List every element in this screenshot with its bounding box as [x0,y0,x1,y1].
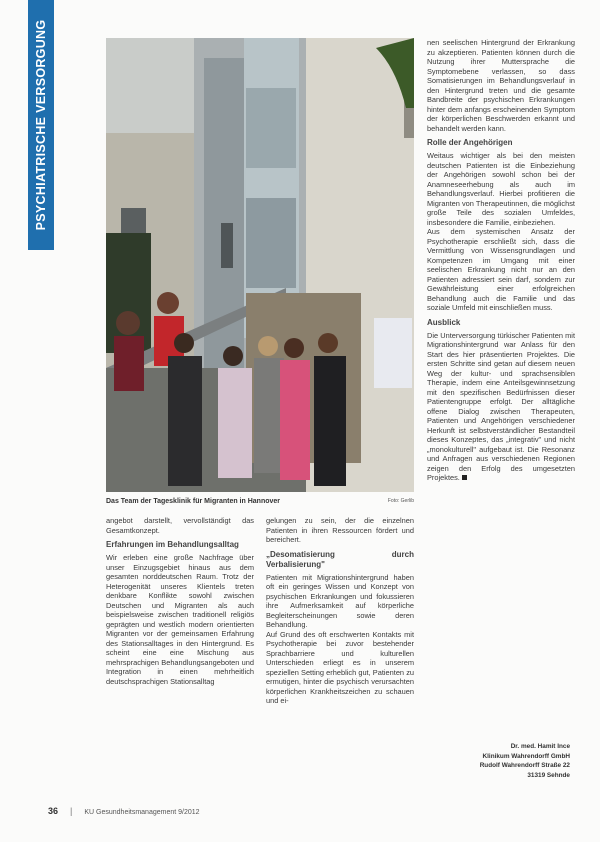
heading: Erfahrungen im Behandlungsalltag [106,540,239,549]
page-footer [48,806,200,816]
footer-divider: | [70,806,73,816]
end-mark-icon [462,475,467,480]
photo-credit: Foto: Gerlib [387,498,414,504]
heading: „Desomatisierung durch Verbalisierung" [266,549,414,569]
section-sidebar-label: PSYCHIATRISCHE VERSORGUNG [34,19,48,231]
author-org: Klinikum Wahrendorff GmbH [482,752,570,760]
paragraph: angebot darstellt, vervollständigt das Gesamtkonzept. [106,516,254,535]
heading: Ausblick [427,317,461,327]
paragraph: Wir erleben eine große Nachfrage über unser Einzugsgebiet hinaus aus dem gesamten norddeutschen Raum. Trotz der Heterogenität unseres Klientels treten denkbare Konflikte sowohl zwischen Deutschen und Migranten als auch beispielsweise zwischen traditionell religiös geprägten und westlich modern orientierten Migranten vor der gemeinsamen Erfahrung des Stationsalltages in den Hintergrund. Es scheint eine eine Mischung aus mehrsprachigen Behandlungsangeboten und Integration in einen mehrheitlich deutschsprachigen Stationsalltag [106,553,254,686]
paragraph: Patienten mit Migrationshintergrund haben oft ein geringes Wissen und Konzept von psychischen Erkrankungen und fokussieren ihre Aufmerksamkeit auf körperliche Begleiterscheinungen sowie deren Behandlung. [266,572,414,629]
paragraph: Weitaus wichtiger als bei den meisten deutschen Patienten ist die Einbeziehung der Angehörigen sowohl schon bei der Anamneseerhebung als auch im Behandlungsverlauf. Hierbei profitieren die Migranten von Therapeutinnen, die möglichst große Teile des sozialen Umfeldes, insbesondere die Familie, einbeziehen. [427,151,575,227]
paragraph: gelungen zu sein, der die einzelnen Patienten in ihren Ressourcen fördert und bereichert. [266,516,414,544]
column-left [106,516,254,686]
author-signature [480,742,570,780]
photo-caption-row [106,498,414,505]
photo-caption: Das Team der Tagesklinik für Migranten in Hannover [106,498,281,505]
paragraph: Die Unterversorgung türkischer Patienten mit Migrationshintergrund war Anlass für den Start des hier präsentierten Projektes. Die ersten Schritte sind getan auf diesem neuen Weg der kultur- und sprachsensiblen Therapie, indem eine Anteilsgewinnsetzung mit den spezifischen Bedürfnissen dieser Patientengruppe erfolgt. Der alltägliche offene Dialog zwischen Therapeuten, Patienten und Angehörigen verschiedener Herkunft ist selbstverständlicher Bestandteil dieses Konzeptes, das „integrativ" und nicht „monokulturell" aufgebaut ist. Die Resonanz und Anfragen aus verschiedenen Regionen zeigen den Erfolg des umgesetzten Projektes. [427,330,575,482]
author-city: 31319 Sehnde [527,771,570,779]
author-street: Rudolf Wahrendorff Straße 22 [479,762,570,769]
paragraph: Auf Grund des oft erschwerten Kontakts mit Psychotherapie bei zuvor bestehender Sprachbarriere und kulturellen Unterschieden erliegt es in unserem speziellen Setting erheblich gut, Patienten zu ermutigen, hinter die psychisch verursachten körperlichen Krankheitszeichen zu schauen und ei- [266,629,414,705]
column-right [427,38,575,483]
author-name: Dr. med. Hamit Ince [510,743,570,750]
paragraph: Aus dem systemischen Ansatz der Psychotherapie erschließt sich, dass die Vermittlung von Wissensgrundlagen und Kompetenzen im Umgang mit einer seelischen Erkrankung nicht nur an den Patienten adressiert sein darf, sondern zur Gewährleistung einer erfolgreichen Behandlung auch die Familie und das soziale Umfeld mit einschließen muss. [427,227,575,312]
heading: Rolle der Angehörigen [427,138,513,147]
page-number: 36 [48,806,59,816]
paragraph: nen seelischen Hintergrund der Erkrankung zu akzeptieren. Patienten können durch die Nutzung ihrer Muttersprache die Symptomebene verlassen, so dass Somatisierungen im Behandlungsverlauf in den Hintergrund treten und die gesamte Bandbreite der psychischen Erkrankungen hinter dem anfangs erscheinenden Symptom der körperlichen Beschwerden erkannt und behandelt werden kann. [427,38,575,133]
column-middle [266,516,414,706]
publication-source: KU Gesundheitsmanagement 9/2012 [84,809,200,816]
team-photo [106,38,414,492]
